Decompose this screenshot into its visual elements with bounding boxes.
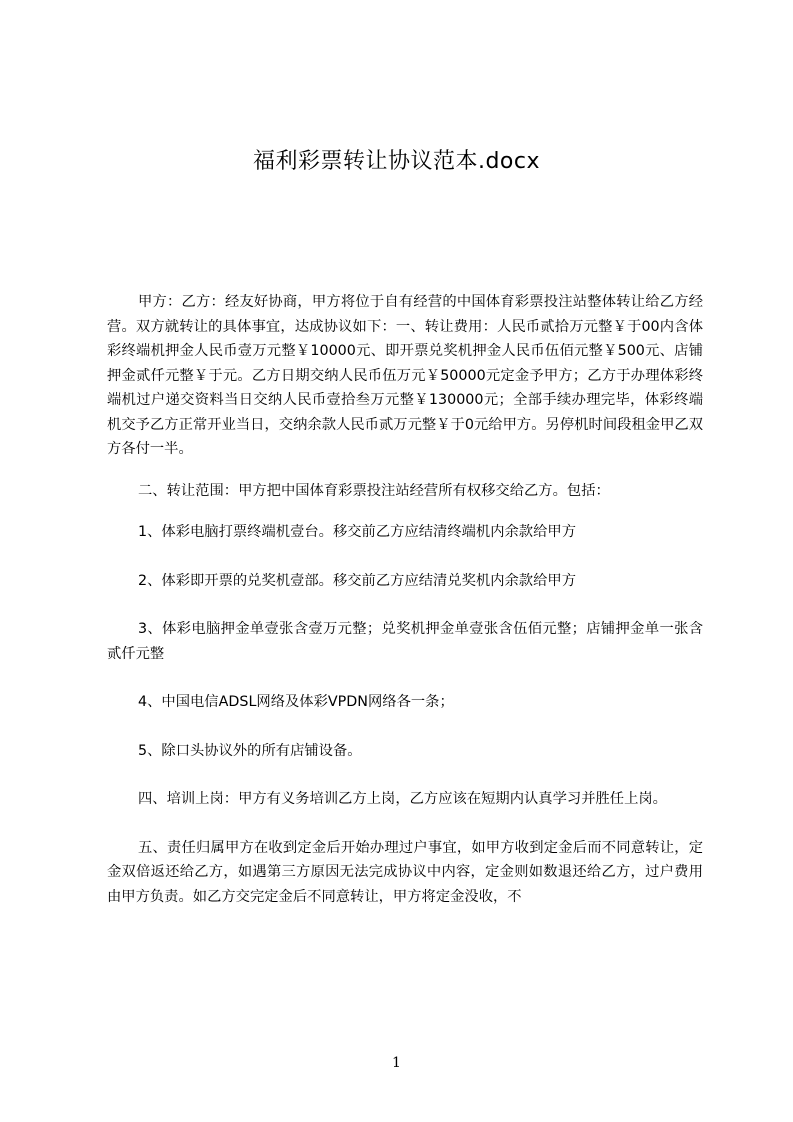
document-body	[107, 290, 703, 909]
document-title: 福利彩票转让协议范本.docx	[252, 149, 541, 174]
paragraph-liability: 五、责任归属甲方在收到定金后开始办理过户事宜，如甲方收到定金后而不同意转让，定金双倍返还给乙方，如遇第三方原因无法完成协议中内容，定金则如数退还给乙方，过户费用由甲方负责。如乙方交完定金后不同意转让，甲方将定金没收，不	[107, 839, 703, 905]
list-item-deposit-receipts: 3、体彩电脑押金单壹张含壹万元整；兑奖机押金单壹张含伍佰元整；店铺押金单一张含贰仟元整	[107, 621, 703, 662]
page-number: 1	[392, 1055, 401, 1071]
list-item-terminal: 1、体彩电脑打票终端机壹台。移交前乙方应结清终端机内余款给甲方	[138, 524, 576, 540]
paragraph-training: 四、培训上岗：甲方有义务培训乙方上岗，乙方应该在短期内认真学习并胜任上岗。	[138, 791, 667, 807]
list-item-equipment: 5、除口头协议外的所有店铺设备。	[138, 742, 362, 759]
paragraph-parties-and-fees: 甲方：乙方：经友好协商，甲方将位于自有经营的中国体育彩票投注站整体转让给乙方经营。双方就转让的具体事宜，达成协议如下：一、转让费用：人民币贰拾万元整￥于00内含体彩终端机押金人民币壹万元整￥10000元、即开票兑奖机押金人民币伍佰元整￥500元、店铺押金贰仟元整￥于元。乙方日期交纳人民币伍万元￥50000元定金予甲方；乙方于办理体彩终端机过户递交资料当日交纳人民币壹拾叁万元整￥130000元；全部手续办理完毕，体彩终端机交予乙方正常开业当日，交纳余款人民币贰万元整￥于0元给甲方。另停机时间段租金甲乙双方各付一半。	[107, 294, 703, 457]
list-item-network: 4、中国电信ADSL网络及体彩VPDN网络各一条；	[138, 694, 454, 710]
paragraph-transfer-scope: 二、转让范围：甲方把中国体育彩票投注站经营所有权移交给乙方。包括：	[138, 482, 610, 499]
list-item-redemption-machine: 2、体彩即开票的兑奖机壹部。移交前乙方应结清兑奖机内余款给甲方	[138, 572, 576, 589]
